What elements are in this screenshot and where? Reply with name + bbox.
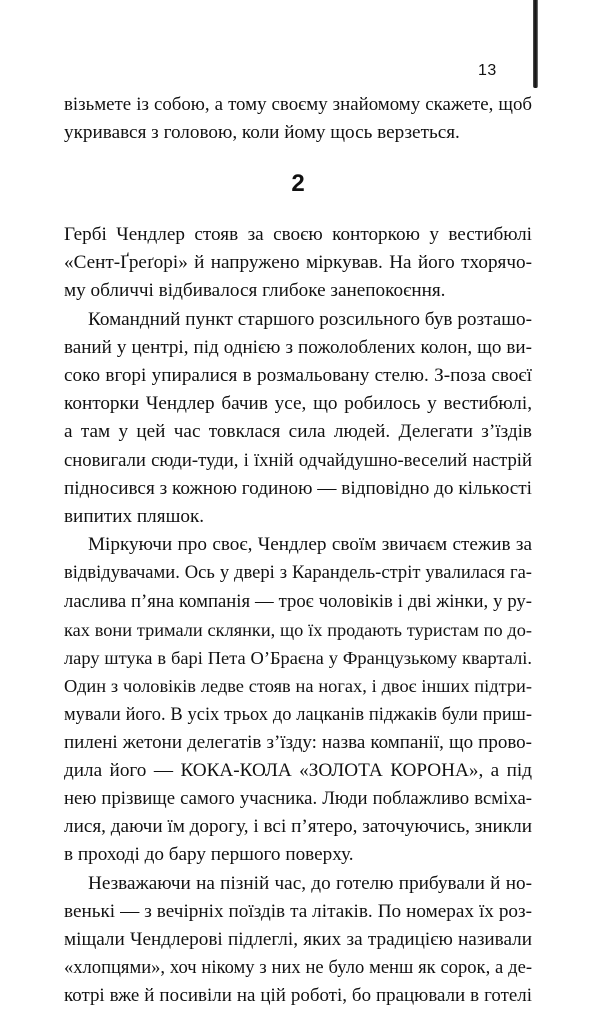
text-line: в проході до бару першого поверху. bbox=[64, 844, 354, 866]
text-line: «хлопцями», хоч нікому з них не було менш як сорок, а де- bbox=[64, 957, 532, 979]
chapter-number: 2 bbox=[291, 170, 305, 197]
text-line: Гербі Чендлер стояв за своєю конторкою у вестибюлі bbox=[64, 224, 532, 245]
text-line: а там у цей час товклася сила людей. Делегати з’їздів bbox=[64, 421, 532, 443]
page-number: 13 bbox=[478, 62, 497, 79]
text-line: відвідувачами. Ось у двері з Карандель-стріт увалилася га- bbox=[64, 562, 532, 584]
page-edge-mark bbox=[533, 0, 538, 88]
text-line: соко вгорі упиралися в розмальовану стелю. З-поза своєї bbox=[64, 365, 532, 387]
text-line: лися, даючи їм дорогу, і всі п’ятеро, заточуючись, зникли bbox=[64, 816, 532, 838]
text-line: мували його. В усіх трьох до лацканів піджаків були приш- bbox=[64, 704, 532, 725]
text-line: Один з чоловіків ледве стояв на ногах, і двоє інших підтри- bbox=[64, 676, 532, 697]
text-line: Незважаючи на пізній час, до готелю прибували й но- bbox=[88, 872, 532, 894]
text-line: «Сент-Ґреґорі» й напружено міркував. На його тхорячо- bbox=[64, 252, 532, 274]
text-line: дила його — КОКА-КОЛА «ЗОЛОТА КОРОНА», а під bbox=[64, 759, 532, 781]
text-line: випитих пляшок. bbox=[64, 506, 205, 528]
text-line: ваний у центрі, під однією з пожолоблених колон, що ви- bbox=[64, 336, 532, 358]
text-line: котрі вже й посивіли на цій роботі, бо працювали в готелі bbox=[64, 985, 532, 1007]
text-line: ласлива п’яна компанія — троє чоловіків і дві жінки, у ру- bbox=[64, 590, 532, 612]
text-line: Міркуючи про своє, Чендлер своїм звичаєм стежив за bbox=[88, 534, 532, 556]
text-line: венькі — з вечірніх поїздів та літаків. По номерах їх роз- bbox=[64, 900, 532, 922]
text-line: міщали Чендлерові підлеглі, яких за традицією називали bbox=[64, 929, 532, 951]
text-line: підносився з кожною годиною — відповідно до кількості bbox=[64, 477, 532, 499]
text-line: конторки Чендлер бачив усе, що робилось у вестибюлі, bbox=[64, 393, 532, 415]
text-line: пилені жетони делегатів з’їзду: назва компанії, що прово- bbox=[64, 731, 532, 753]
text-line: нею прізвище самого учасника. Люди поблажливо всміха- bbox=[64, 788, 532, 810]
text-line: лару штука в барі Пета О’Браєна у Французькому кварталі. bbox=[64, 648, 532, 669]
text-line: сновигали сюди-туди, і їхній одчайдушно-веселий настрій bbox=[64, 449, 532, 471]
chapter-body bbox=[64, 221, 532, 1011]
text-line: укривався з головою, коли йому щось верзеться. bbox=[64, 122, 460, 144]
text-line: ках вони тримали склянки, що їх продають туристам по до- bbox=[64, 619, 532, 640]
text-line: му обличчі відбивалося глибоке занепокоєння. bbox=[64, 280, 446, 302]
intro-text bbox=[64, 91, 532, 147]
text-line: візьмете із собою, а тому своєму знайомому скажете, щоб bbox=[64, 94, 532, 115]
text-line: Командний пункт старшого розсильного був розташо- bbox=[88, 308, 532, 330]
